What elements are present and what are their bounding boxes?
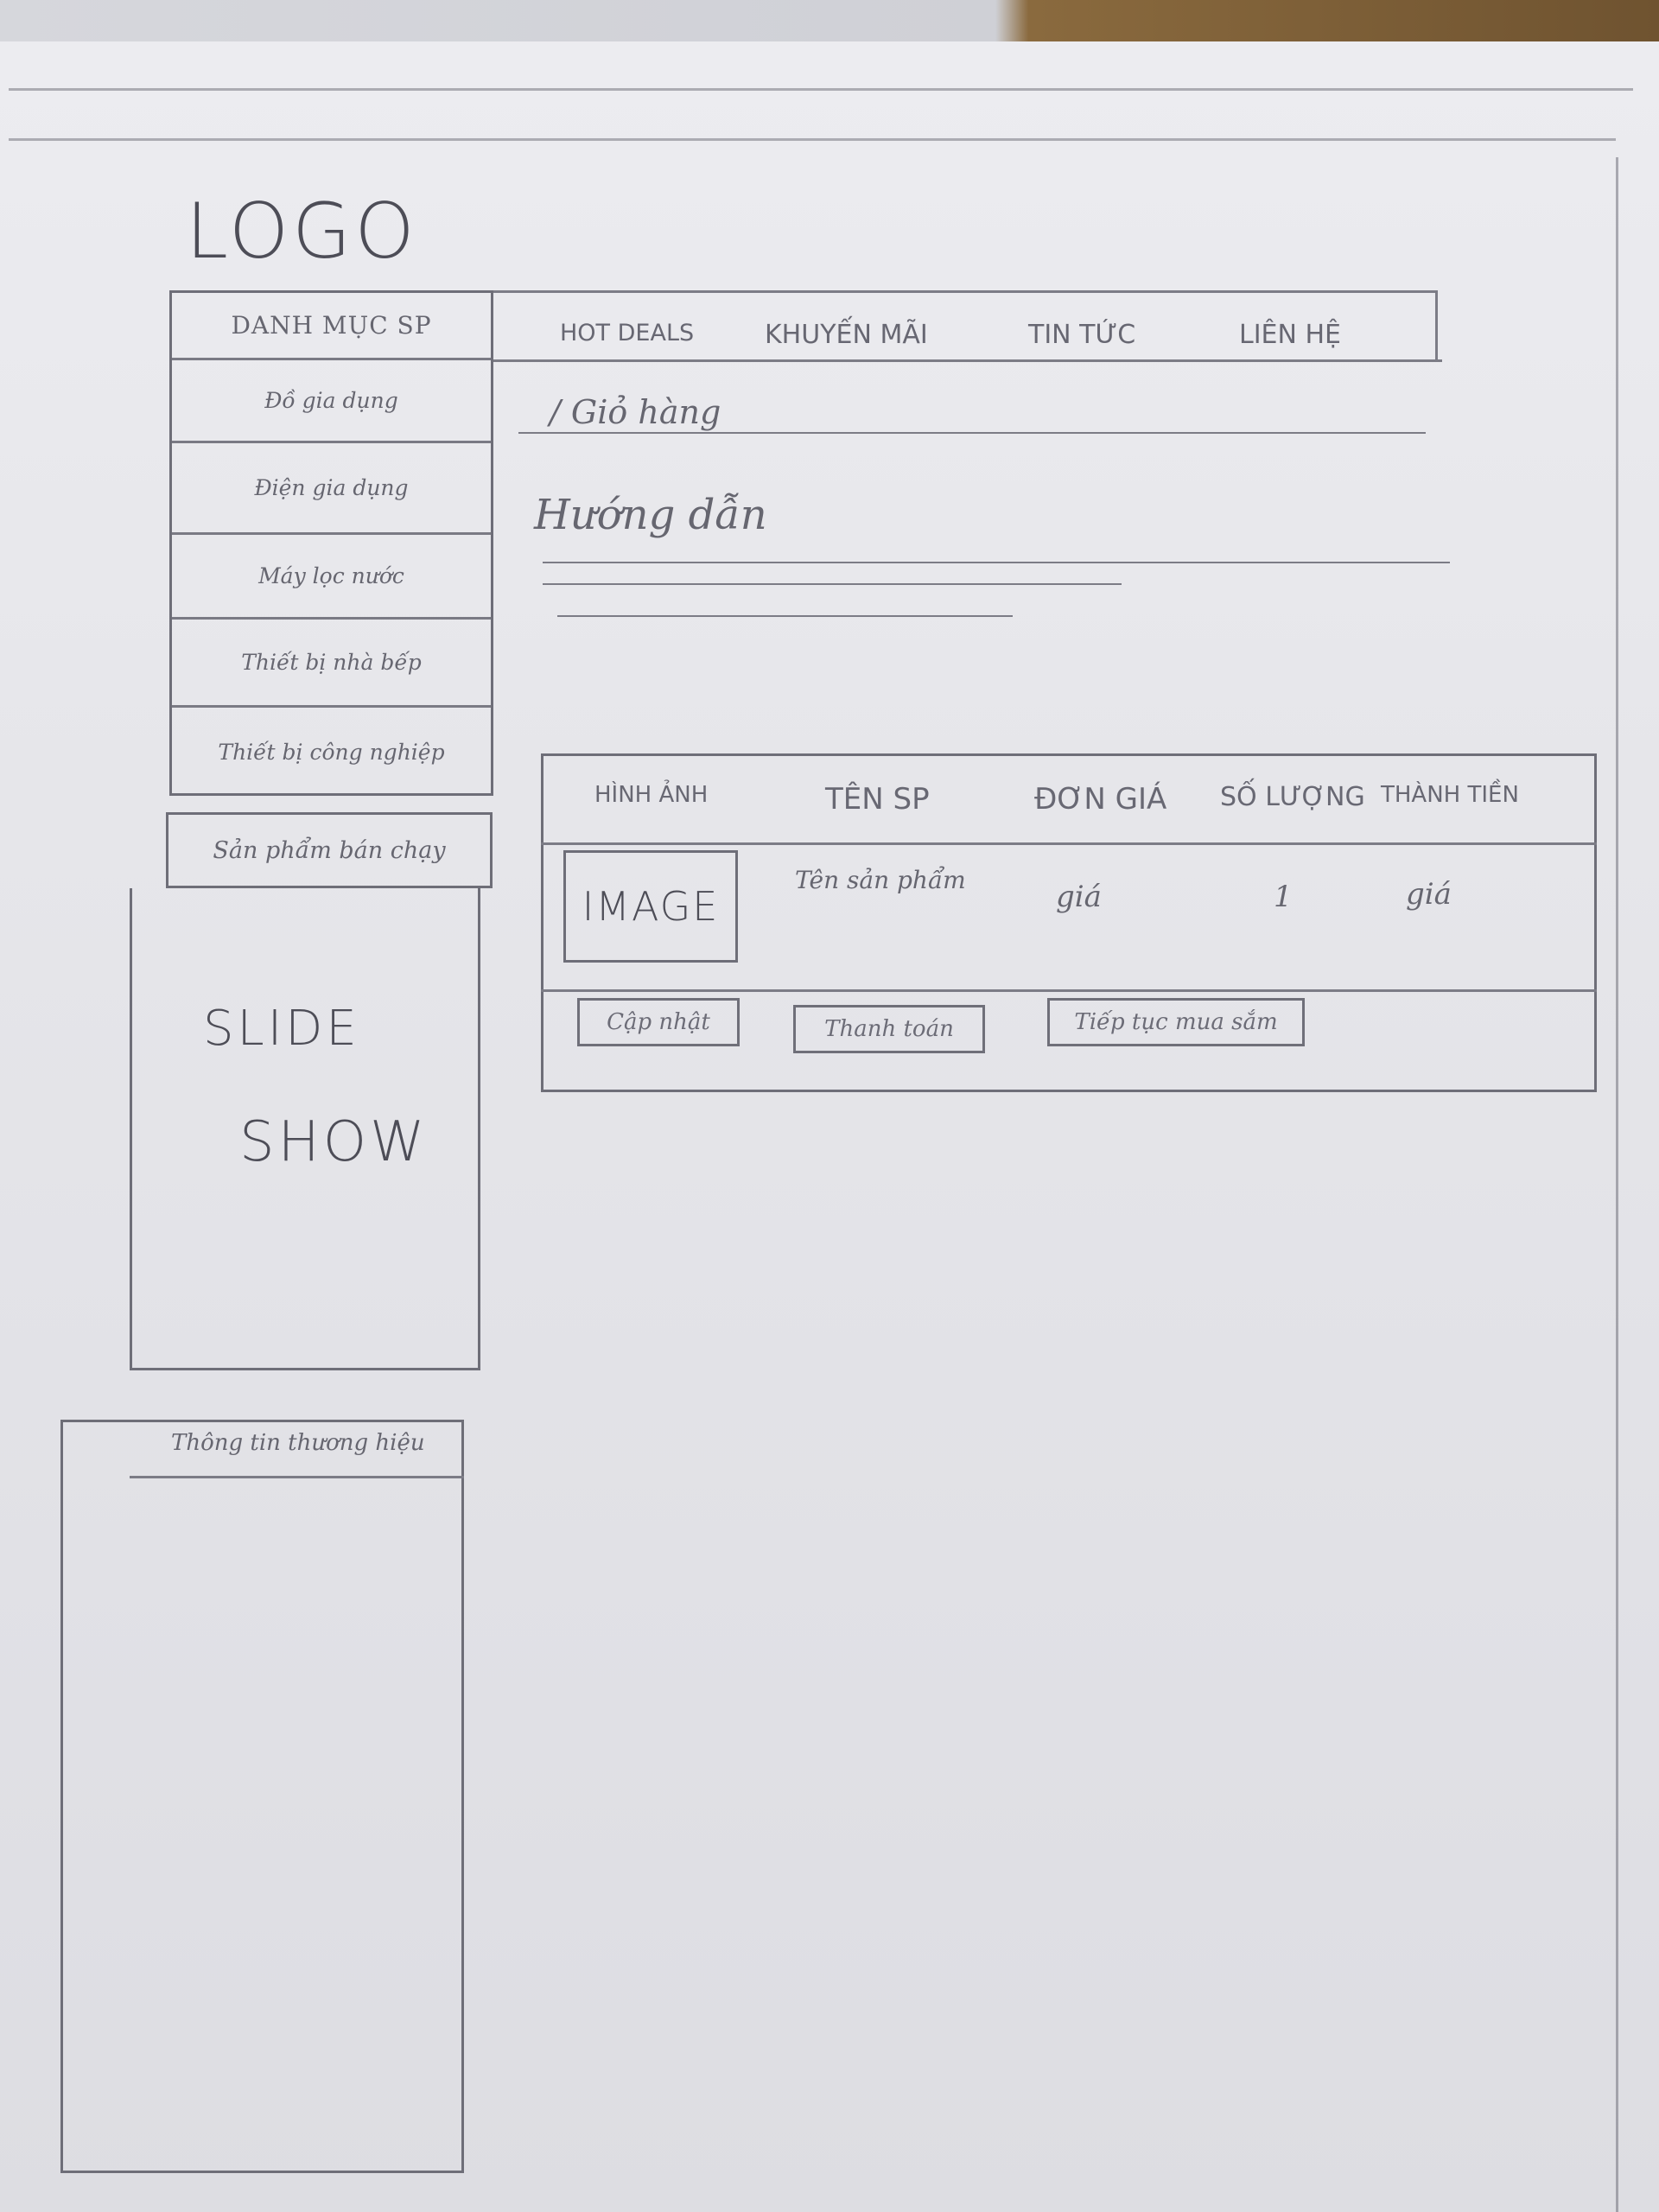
- category-title-text: DANH MỤC SP: [231, 311, 432, 340]
- product-total: giá: [1406, 877, 1452, 912]
- slideshow-label-line1: SLIDE: [203, 1001, 360, 1057]
- brand-info-divider: [130, 1476, 464, 1478]
- category-item-label: Thiết bị nhà bếp: [241, 650, 422, 675]
- nav-bar-top-border: [493, 290, 1438, 293]
- nav-hot-deals[interactable]: HOT DEALS: [560, 320, 695, 346]
- best-sellers-title: Sản phẩm bán chạy: [213, 836, 446, 864]
- product-image-label: IMAGE: [582, 883, 720, 930]
- checkout-button[interactable]: Thanh toán: [793, 1005, 985, 1053]
- product-price: giá: [1056, 880, 1102, 914]
- product-quantity[interactable]: 1: [1274, 880, 1293, 914]
- fold-line-second: [9, 138, 1616, 141]
- best-sellers-title-box: [166, 812, 493, 888]
- cart-header-price: ĐƠN GIÁ: [1034, 782, 1167, 817]
- fold-line-top: [9, 88, 1633, 91]
- guide-line-2: [543, 583, 1122, 585]
- update-cart-button[interactable]: Cập nhật: [577, 998, 740, 1046]
- cart-header-total: THÀNH TIỀN: [1381, 782, 1519, 808]
- category-item-label: Đồ gia dụng: [264, 388, 398, 413]
- category-item-label: Thiết bị công nghiệp: [218, 739, 445, 765]
- continue-shopping-button[interactable]: Tiếp tục mua sắm: [1047, 998, 1305, 1046]
- category-title: [172, 293, 491, 360]
- category-item-2[interactable]: [172, 443, 491, 535]
- cart-header-divider: [541, 842, 1597, 845]
- product-name[interactable]: Tên sản phẩm: [795, 866, 966, 894]
- guide-line-3: [557, 615, 1013, 617]
- nav-bar-right-border: [1435, 290, 1438, 359]
- nav-tin-tuc[interactable]: TIN TỨC: [1028, 320, 1136, 350]
- category-item-label: Điện gia dụng: [254, 475, 409, 500]
- nav-lien-he[interactable]: LIÊN HỆ: [1239, 320, 1342, 350]
- category-item-3[interactable]: [172, 535, 491, 620]
- brand-info-panel: [60, 1420, 464, 2173]
- paper-right-edge: [1616, 157, 1618, 2212]
- cart-header-quantity: SỐ LƯỢNG: [1220, 782, 1365, 812]
- product-image[interactable]: [563, 850, 738, 963]
- cart-header-image: HÌNH ẢNH: [594, 782, 709, 808]
- category-item-4[interactable]: [172, 620, 491, 708]
- cart-row-divider: [541, 989, 1597, 992]
- breadcrumb-underline: [518, 432, 1426, 434]
- brand-info-title: Thông tin thương hiệu: [171, 1430, 425, 1456]
- logo[interactable]: LOGO: [186, 187, 418, 276]
- cart-header-name: TÊN SP: [825, 782, 930, 817]
- category-item-label: Máy lọc nước: [258, 563, 404, 588]
- category-item-1[interactable]: [172, 360, 491, 443]
- guide-title: Hướng dẫn: [534, 491, 767, 539]
- slideshow-label-line2: SHOW: [239, 1110, 429, 1174]
- guide-line-1: [543, 562, 1450, 563]
- nav-khuyen-mai[interactable]: KHUYẾN MÃI: [765, 320, 928, 350]
- category-sidebar: [169, 290, 493, 796]
- nav-bar-bottom-border: [493, 359, 1442, 362]
- breadcrumb[interactable]: / Giỏ hàng: [550, 393, 721, 431]
- category-item-5[interactable]: [172, 708, 491, 796]
